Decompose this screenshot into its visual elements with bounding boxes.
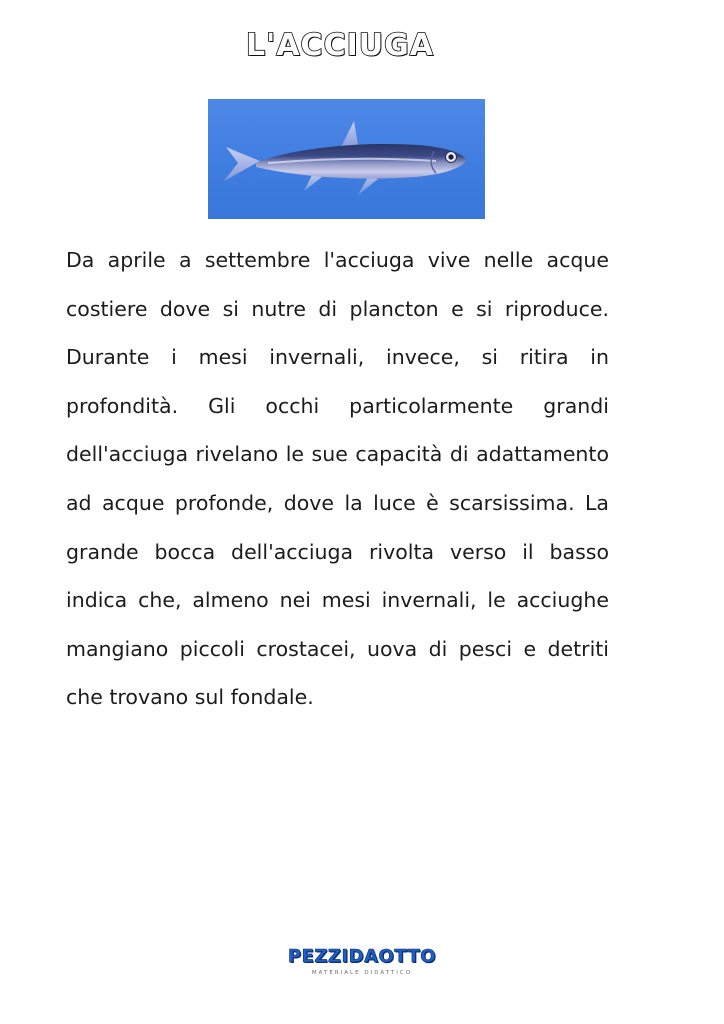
page-title: L'ACCIUGA — [246, 28, 434, 63]
anchovy-photo — [208, 99, 485, 219]
footer-logo — [0, 946, 724, 976]
brand-name: PEZZIDAOTTO — [287, 946, 437, 967]
brand-tagline: MATERIALE DIDATTICO — [311, 970, 413, 976]
body-paragraph: Da aprile a settembre l'acciuga vive nelle acque costiere dove si nutre di plancton e si riproduce. Durante i mesi invernali, invece, si ritira in profondità. Gli occhi particolarmente grandi dell'acciuga rivelano le sue capacità di adattamento ad acque profonde, dove la luce è scarsissima. La grande bocca dell'acciuga rivolta verso il basso indica che, almeno nei mesi invernali, le acciughe mangiano piccoli crostacei, uova di pesci e detriti che trovano sul fondale. — [66, 248, 609, 710]
fish-illustration — [208, 99, 485, 219]
